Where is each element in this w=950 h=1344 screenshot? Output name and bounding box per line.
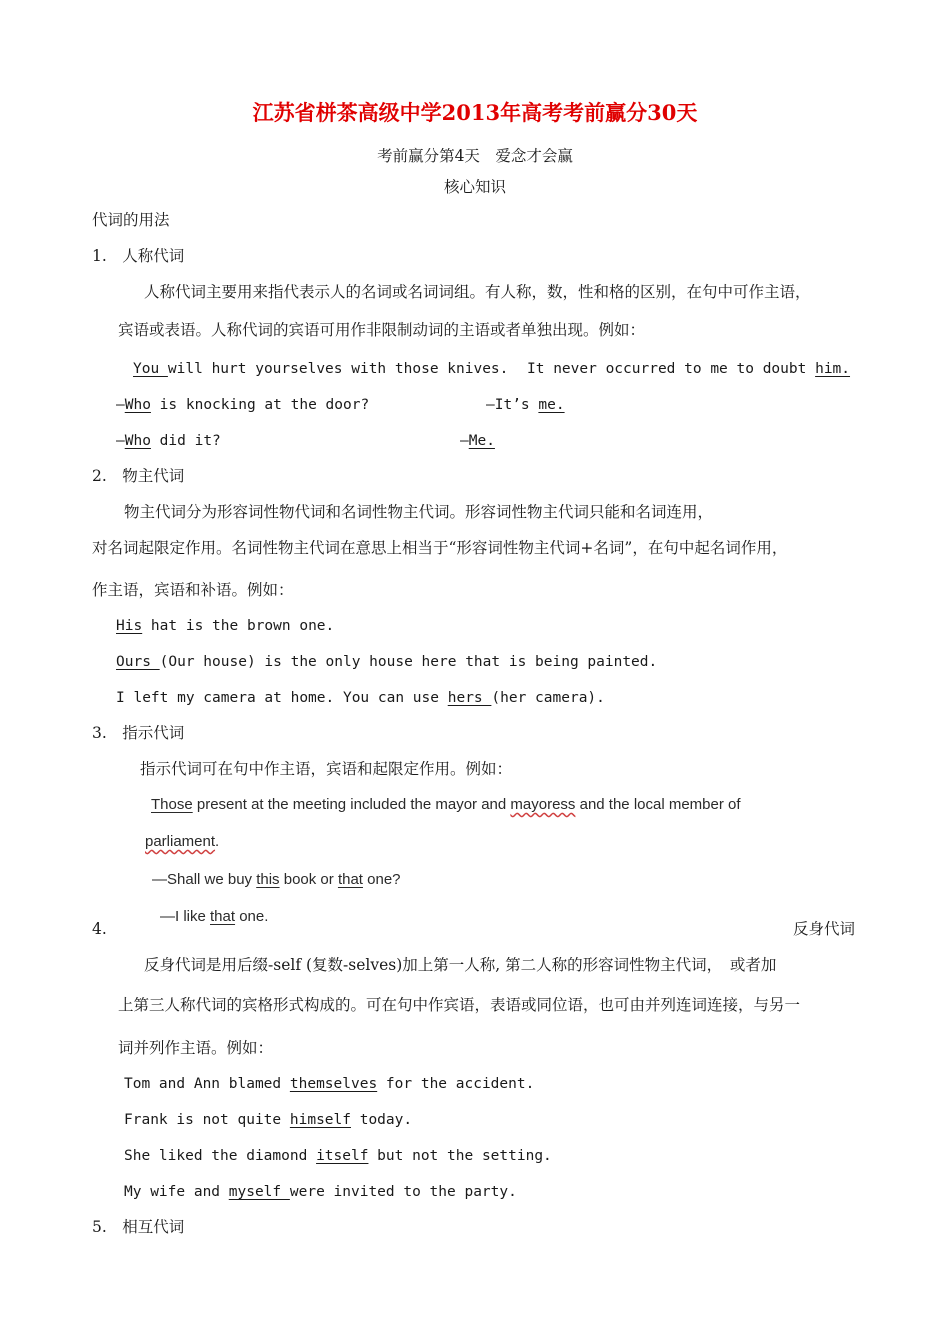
section-4-heading: 反身代词 bbox=[793, 920, 856, 938]
example-sentence: parliament. bbox=[145, 833, 220, 850]
section-2-paragraph-line-1: 物主代词分为形容词性物代词和名词性物主代词。形容词性物主代词只能和名词连用， bbox=[124, 503, 714, 521]
section-1-heading: 1. 人称代词 bbox=[92, 247, 185, 265]
example-sentence: It never occurred to me to doubt him. bbox=[527, 361, 851, 377]
page-title: 江苏省栟茶高级中学2013年高考考前赢分30天 bbox=[252, 100, 698, 125]
example-sentence: His hat is the brown one. bbox=[116, 618, 335, 634]
example-sentence: You will hurt yourselves with those knives. bbox=[133, 361, 509, 377]
section-3-paragraph: 指示代词可在句中作主语，宾语和起限定作用。例如： bbox=[140, 760, 513, 778]
example-sentence: She liked the diamond itself but not the setting. bbox=[124, 1148, 552, 1164]
section-4-paragraph-line-2: 上第三人称代词的宾格形式构成的。可在句中作宾语，表语或同位语，也可由并列连词连接，与另一 bbox=[118, 996, 801, 1014]
section-2-paragraph-line-2: 对名词起限定作用。名词性物主代词在意思上相当于“形容词性物主代词+名词”，在句中起名词作用， bbox=[92, 539, 788, 557]
example-sentence: My wife and myself were invited to the party. bbox=[124, 1184, 517, 1200]
example-sentence: Frank is not quite himself today. bbox=[124, 1112, 413, 1128]
section-2-paragraph-line-3: 作主语，宾语和补语。例如： bbox=[92, 581, 294, 599]
example-sentence: —It’s me. bbox=[486, 397, 565, 413]
section-4-paragraph-line-1: 反身代词是用后缀-self (复数-selves)加上第一人称, 第二人称的形容词性物主代词， 或者加 bbox=[144, 956, 777, 974]
section-1-paragraph-line-2: 宾语或表语。人称代词的宾语可用作非限制动词的主语或者单独出现。例如： bbox=[118, 321, 646, 339]
section-4-paragraph-line-3: 词并列作主语。例如： bbox=[118, 1039, 274, 1057]
section-1-paragraph-line-1: 人称代词主要用来指代表示人的名词或名词词组。有人称，数，性和格的区别，在句中可作主语， bbox=[144, 283, 811, 301]
example-sentence: —Who did it? bbox=[116, 433, 221, 449]
example-sentence: —Shall we buy this book or that one? bbox=[152, 871, 401, 888]
example-sentence: —I like that one. bbox=[160, 908, 269, 925]
section-3-heading: 3. 指示代词 bbox=[92, 724, 185, 742]
example-sentence: —Me. bbox=[460, 433, 495, 449]
example-sentence: Tom and Ann blamed themselves for the accident. bbox=[124, 1076, 535, 1092]
section-2-heading: 2. 物主代词 bbox=[92, 467, 185, 485]
example-sentence: I left my camera at home. You can use hers (her camera). bbox=[116, 690, 605, 706]
topic-heading: 代词的用法 bbox=[92, 211, 170, 229]
section-heading: 核心知识 bbox=[443, 178, 506, 196]
example-sentence: Those present at the meeting included the mayor and mayoress and the local member of bbox=[151, 796, 741, 813]
section-4-number: 4. bbox=[92, 920, 107, 938]
section-5-heading: 5. 相互代词 bbox=[92, 1218, 185, 1236]
example-sentence: Ours (Our house) is the only house here that is being painted. bbox=[116, 654, 658, 670]
example-sentence: —Who is knocking at the door? bbox=[116, 397, 370, 413]
subtitle: 考前赢分第4天 爱念才会赢 bbox=[377, 147, 573, 165]
